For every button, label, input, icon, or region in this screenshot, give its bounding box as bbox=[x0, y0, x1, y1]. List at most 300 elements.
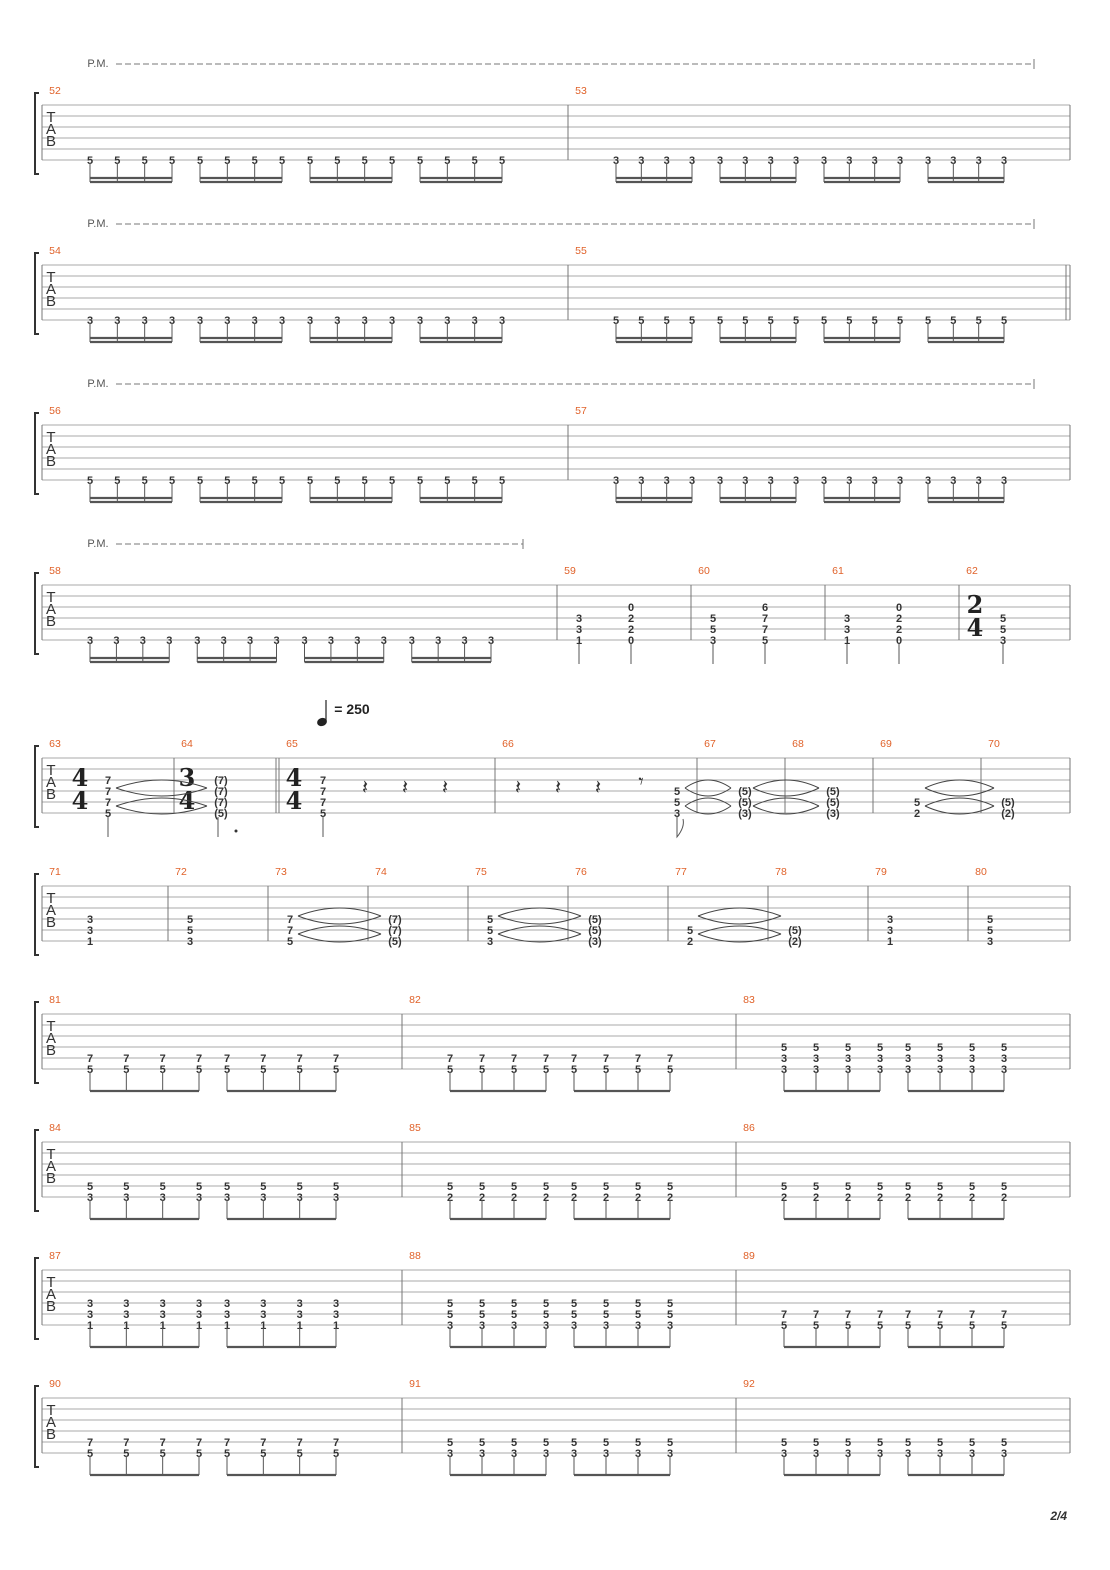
fret-number: 5 bbox=[195, 1064, 203, 1076]
time-signature-bottom: 4 bbox=[966, 613, 984, 642]
measure bbox=[49, 245, 505, 342]
fret-number: 3 bbox=[986, 936, 994, 948]
fret-number: 3 bbox=[361, 315, 368, 327]
fret-number: 5 bbox=[812, 1042, 820, 1054]
fret-number: 3 bbox=[278, 315, 286, 327]
fret-number: 5 bbox=[634, 1181, 642, 1193]
fret-number: 3 bbox=[634, 1320, 642, 1332]
fret-number: 5 bbox=[334, 475, 341, 487]
fret-number: 7 bbox=[510, 1053, 518, 1065]
fret-number: 7 bbox=[319, 786, 327, 798]
tab-clef-letter: A bbox=[45, 281, 57, 298]
fret-number: 5 bbox=[968, 1437, 976, 1449]
measure-number: 65 bbox=[286, 738, 298, 750]
fret-number: 2 bbox=[602, 1192, 610, 1204]
fret-number: 5 bbox=[602, 1298, 610, 1310]
fret-number: 2 bbox=[876, 1192, 884, 1204]
fret-number: 2 bbox=[510, 1192, 518, 1204]
fret-number: 5 bbox=[168, 475, 176, 487]
system-bracket bbox=[35, 746, 39, 827]
fret-number: 2 bbox=[904, 1192, 912, 1204]
fret-number: 5 bbox=[844, 1042, 852, 1054]
fret-number: (7) bbox=[388, 925, 402, 937]
fret-number: 5 bbox=[812, 1181, 820, 1193]
fret-number: 2 bbox=[542, 1192, 550, 1204]
fret-number: 3 bbox=[114, 315, 121, 327]
fret-number: 5 bbox=[846, 315, 853, 327]
fret-number: 7 bbox=[761, 624, 769, 636]
fret-number: 5 bbox=[478, 1064, 486, 1076]
measure-number: 78 bbox=[775, 866, 787, 878]
fret-number: 3 bbox=[196, 315, 204, 327]
measure bbox=[475, 866, 493, 948]
fret-number: 5 bbox=[195, 1181, 203, 1193]
measure bbox=[49, 738, 111, 837]
fret-number: 5 bbox=[634, 1298, 642, 1310]
fret-number: 3 bbox=[542, 1320, 550, 1332]
fret-number: 2 bbox=[895, 613, 903, 625]
tab-system bbox=[35, 378, 1070, 502]
quarter-rest: 𝄽 bbox=[361, 775, 369, 799]
fret-number: 7 bbox=[86, 1053, 94, 1065]
measure bbox=[409, 1122, 673, 1219]
measure bbox=[49, 85, 505, 182]
fret-number: 2 bbox=[478, 1192, 486, 1204]
fret-number: 7 bbox=[332, 1053, 340, 1065]
fret-number: (5) bbox=[588, 914, 602, 926]
fret-number: 5 bbox=[716, 315, 724, 327]
fret-number: 2 bbox=[1000, 1192, 1008, 1204]
system-bracket bbox=[35, 1258, 39, 1339]
fret-number: 5 bbox=[361, 475, 368, 487]
fret-number: 1 bbox=[195, 1320, 203, 1332]
fret-number: 3 bbox=[260, 1192, 267, 1204]
fret-number: 5 bbox=[478, 1298, 486, 1310]
fret-number: 3 bbox=[602, 1320, 610, 1332]
fret-number: (5) bbox=[788, 925, 802, 937]
fret-number: 5 bbox=[251, 155, 258, 167]
fret-number: 3 bbox=[843, 613, 851, 625]
tab-clef-letter: B bbox=[45, 613, 57, 630]
measure bbox=[409, 994, 673, 1091]
time-signature-top: 4 bbox=[71, 763, 89, 792]
measure-number: 73 bbox=[275, 866, 287, 878]
fret-number: 3 bbox=[141, 315, 148, 327]
fret-number: 7 bbox=[876, 1309, 884, 1321]
tab-clef-letter: T bbox=[46, 762, 56, 779]
fret-number: 5 bbox=[936, 1437, 944, 1449]
fret-number: 5 bbox=[767, 315, 774, 327]
fret-number: 5 bbox=[478, 1437, 486, 1449]
fret-number: 5 bbox=[260, 1448, 267, 1460]
fret-number: 5 bbox=[602, 1309, 610, 1321]
fret-number: 3 bbox=[876, 1053, 884, 1065]
fret-number: (5) bbox=[738, 797, 752, 809]
fret-number: 5 bbox=[114, 155, 121, 167]
measure bbox=[49, 1250, 339, 1347]
fret-number: 5 bbox=[114, 475, 121, 487]
fret-number: 5 bbox=[159, 1064, 166, 1076]
fret-number: 3 bbox=[844, 1064, 852, 1076]
system-bracket bbox=[35, 413, 39, 494]
fret-number: 5 bbox=[498, 475, 506, 487]
fret-number: 5 bbox=[446, 1298, 454, 1310]
fret-number: 5 bbox=[876, 1181, 884, 1193]
fret-number: 5 bbox=[602, 1437, 610, 1449]
fret-number: 3 bbox=[820, 475, 828, 487]
fret-number: 3 bbox=[354, 635, 361, 647]
fret-number: 5 bbox=[844, 1437, 852, 1449]
fret-number: 3 bbox=[486, 936, 494, 948]
fret-number: 5 bbox=[975, 315, 982, 327]
tie bbox=[498, 916, 581, 924]
fret-number: 3 bbox=[1000, 1053, 1008, 1065]
fret-number: 3 bbox=[86, 315, 94, 327]
fret-number: (5) bbox=[826, 786, 840, 798]
measure-number: 64 bbox=[181, 738, 193, 750]
fret-number: 5 bbox=[1000, 1320, 1008, 1332]
fret-number: 3 bbox=[86, 1192, 94, 1204]
fret-number: 3 bbox=[510, 1448, 518, 1460]
fret-number: 5 bbox=[542, 1064, 550, 1076]
fret-number: 5 bbox=[709, 613, 717, 625]
fret-number: 5 bbox=[86, 475, 94, 487]
fret-number: (7) bbox=[388, 914, 402, 926]
fret-number: 3 bbox=[666, 1320, 674, 1332]
fret-number: 5 bbox=[570, 1437, 578, 1449]
fret-number: 5 bbox=[780, 1042, 788, 1054]
fret-number: 5 bbox=[196, 155, 204, 167]
measure bbox=[743, 994, 1007, 1091]
fret-number: 5 bbox=[1000, 1437, 1008, 1449]
fret-number: 5 bbox=[761, 635, 769, 647]
tab-system bbox=[35, 738, 1070, 837]
fret-number: (5) bbox=[826, 797, 840, 809]
measure-number: 82 bbox=[409, 994, 421, 1006]
measure bbox=[49, 1378, 339, 1475]
fret-number: 3 bbox=[247, 635, 254, 647]
tab-clef-letter: B bbox=[45, 453, 57, 470]
fret-number: 5 bbox=[876, 1042, 884, 1054]
tie bbox=[698, 908, 781, 916]
fret-number: 7 bbox=[86, 1437, 94, 1449]
fret-number: 5 bbox=[306, 475, 314, 487]
fret-number: 3 bbox=[924, 475, 932, 487]
measure-number: 60 bbox=[698, 565, 710, 577]
measure bbox=[575, 866, 602, 948]
fret-number: 1 bbox=[575, 635, 583, 647]
measure bbox=[575, 85, 1007, 182]
measure bbox=[375, 866, 402, 948]
fret-number: 5 bbox=[666, 1437, 674, 1449]
fret-number: 3 bbox=[767, 155, 774, 167]
measure-number: 88 bbox=[409, 1250, 421, 1262]
fret-number: 2 bbox=[844, 1192, 852, 1204]
fret-number: 5 bbox=[968, 1181, 976, 1193]
page-number: 2/4 bbox=[1050, 1509, 1067, 1523]
tab-clef-letter: T bbox=[46, 429, 56, 446]
fret-number: 7 bbox=[260, 1053, 267, 1065]
fret-number: 3 bbox=[471, 315, 478, 327]
measure-number: 84 bbox=[49, 1122, 61, 1134]
fret-number: 3 bbox=[1000, 1448, 1008, 1460]
fret-number: 5 bbox=[186, 914, 194, 926]
fret-number: 5 bbox=[570, 1181, 578, 1193]
fret-number: 3 bbox=[975, 155, 982, 167]
fret-number: 3 bbox=[876, 1064, 884, 1076]
fret-number: 5 bbox=[196, 475, 204, 487]
tab-clef-letter: A bbox=[45, 1030, 57, 1047]
tab-clef-letter: T bbox=[46, 269, 56, 286]
fret-number: 7 bbox=[195, 1437, 203, 1449]
system-bracket bbox=[35, 1130, 39, 1211]
fret-number: 3 bbox=[812, 1448, 820, 1460]
fret-number: 5 bbox=[444, 155, 451, 167]
fret-number: 7 bbox=[159, 1053, 166, 1065]
time-signature-top: 3 bbox=[178, 763, 196, 792]
fret-number: 7 bbox=[602, 1053, 610, 1065]
fret-number: 5 bbox=[936, 1181, 944, 1193]
fret-number: 3 bbox=[575, 624, 583, 636]
measure bbox=[988, 738, 1015, 820]
fret-number: 7 bbox=[104, 786, 112, 798]
note-flag bbox=[677, 817, 683, 837]
tab-clef-letter: T bbox=[46, 109, 56, 126]
fret-number: 5 bbox=[319, 808, 327, 820]
fret-number: (5) bbox=[214, 808, 228, 820]
fret-number: 1 bbox=[332, 1320, 340, 1332]
fret-number: 5 bbox=[388, 155, 396, 167]
fret-number: 5 bbox=[663, 315, 670, 327]
tab-system bbox=[35, 538, 1070, 664]
fret-number: 5 bbox=[570, 1309, 578, 1321]
fret-number: 5 bbox=[332, 1448, 340, 1460]
fret-number: 3 bbox=[792, 155, 800, 167]
fret-number: 5 bbox=[1000, 1181, 1008, 1193]
tab-clef-letter: T bbox=[46, 1274, 56, 1291]
measure bbox=[179, 738, 238, 837]
fret-number: 3 bbox=[380, 635, 387, 647]
fret-number: 3 bbox=[812, 1064, 820, 1076]
fret-number: 5 bbox=[141, 475, 148, 487]
fret-number: 5 bbox=[999, 613, 1007, 625]
fret-number: 3 bbox=[634, 1448, 642, 1460]
fret-number: 5 bbox=[950, 315, 957, 327]
fret-number: 5 bbox=[498, 155, 506, 167]
fret-number: 5 bbox=[634, 1309, 642, 1321]
fret-number: 5 bbox=[936, 1320, 944, 1332]
fret-number: 5 bbox=[444, 475, 451, 487]
fret-number: 3 bbox=[844, 1448, 852, 1460]
fret-number: 5 bbox=[924, 315, 932, 327]
time-signature-bottom: 4 bbox=[71, 786, 89, 815]
fret-number: 5 bbox=[602, 1064, 610, 1076]
tab-clef-letter: B bbox=[45, 133, 57, 150]
fret-number: 5 bbox=[388, 475, 396, 487]
fret-number: (5) bbox=[738, 786, 752, 798]
fret-number: 5 bbox=[542, 1437, 550, 1449]
fret-number: 5 bbox=[486, 914, 494, 926]
fret-number: 0 bbox=[627, 635, 635, 647]
system-bracket bbox=[35, 874, 39, 955]
fret-number: 5 bbox=[792, 315, 800, 327]
fret-number: 7 bbox=[968, 1309, 976, 1321]
measure-number: 66 bbox=[502, 738, 514, 750]
fret-number: 5 bbox=[278, 155, 286, 167]
fret-number: 3 bbox=[296, 1298, 303, 1310]
fret-number: 2 bbox=[913, 808, 921, 820]
fret-number: 3 bbox=[260, 1309, 267, 1321]
time-signature-top: 2 bbox=[966, 590, 984, 619]
measure bbox=[409, 1250, 673, 1347]
measure bbox=[175, 866, 193, 948]
measure bbox=[575, 245, 1007, 342]
fret-number: 3 bbox=[886, 925, 894, 937]
fret-number: 3 bbox=[478, 1448, 486, 1460]
measure-number: 91 bbox=[409, 1378, 421, 1390]
fret-number: 3 bbox=[936, 1448, 944, 1460]
fret-number: 5 bbox=[224, 155, 231, 167]
measure-number: 74 bbox=[375, 866, 387, 878]
measure-number: 76 bbox=[575, 866, 587, 878]
fret-number: 5 bbox=[968, 1320, 976, 1332]
fret-number: 5 bbox=[686, 925, 694, 937]
time-signature-bottom: 4 bbox=[285, 786, 303, 815]
tie bbox=[298, 916, 381, 924]
fret-number: 5 bbox=[666, 1309, 674, 1321]
fret-number: 5 bbox=[510, 1437, 518, 1449]
fret-number: 5 bbox=[688, 315, 696, 327]
fret-number: 5 bbox=[542, 1309, 550, 1321]
fret-number: 3 bbox=[195, 1192, 203, 1204]
fret-number: 7 bbox=[159, 1437, 166, 1449]
fret-number: 2 bbox=[627, 624, 635, 636]
tab-clef-letter: B bbox=[45, 293, 57, 310]
fret-number: 2 bbox=[634, 1192, 642, 1204]
fret-number: 3 bbox=[780, 1448, 788, 1460]
fret-number: 3 bbox=[123, 1309, 130, 1321]
fret-number: 3 bbox=[478, 1320, 486, 1332]
tie bbox=[925, 780, 994, 788]
fret-number: 5 bbox=[780, 1320, 788, 1332]
fret-number: 3 bbox=[846, 475, 853, 487]
measure bbox=[564, 565, 634, 664]
fret-number: 3 bbox=[195, 1309, 203, 1321]
fret-number: 3 bbox=[886, 914, 894, 926]
measure-number: 68 bbox=[792, 738, 804, 750]
tab-clef-letter: B bbox=[45, 1042, 57, 1059]
fret-number: 3 bbox=[688, 155, 696, 167]
fret-number: 5 bbox=[638, 315, 645, 327]
dot bbox=[235, 830, 238, 833]
measure bbox=[975, 866, 993, 948]
fret-number: (7) bbox=[214, 797, 228, 809]
fret-number: 3 bbox=[780, 1064, 788, 1076]
fret-number: 0 bbox=[895, 635, 903, 647]
fret-number: 3 bbox=[896, 475, 904, 487]
fret-number: (2) bbox=[788, 936, 802, 948]
measure bbox=[275, 866, 293, 948]
measure-number: 61 bbox=[832, 565, 844, 577]
measure-number: 83 bbox=[743, 994, 755, 1006]
system-bracket bbox=[35, 1002, 39, 1083]
fret-number: 3 bbox=[159, 1298, 166, 1310]
fret-number: 7 bbox=[936, 1309, 944, 1321]
tie bbox=[685, 788, 731, 796]
fret-number: 3 bbox=[186, 936, 194, 948]
measure bbox=[966, 565, 1006, 664]
measure bbox=[49, 994, 339, 1091]
fret-number: 3 bbox=[936, 1053, 944, 1065]
fret-number: 1 bbox=[86, 936, 94, 948]
fret-number: 3 bbox=[688, 475, 696, 487]
fret-number: 7 bbox=[332, 1437, 340, 1449]
fret-number: 3 bbox=[223, 1192, 231, 1204]
fret-number: 2 bbox=[936, 1192, 944, 1204]
fret-number: 3 bbox=[950, 155, 957, 167]
fret-number: 5 bbox=[510, 1309, 518, 1321]
fret-number: 3 bbox=[416, 315, 424, 327]
fret-number: 3 bbox=[159, 1309, 166, 1321]
fret-number: 3 bbox=[968, 1448, 976, 1460]
fret-number: 3 bbox=[820, 155, 828, 167]
fret-number: 3 bbox=[844, 1053, 852, 1065]
fret-number: 3 bbox=[86, 914, 94, 926]
fret-number: 3 bbox=[139, 635, 146, 647]
fret-number: 5 bbox=[871, 315, 878, 327]
fret-number: 7 bbox=[104, 775, 112, 787]
fret-number: 3 bbox=[498, 315, 506, 327]
measure bbox=[49, 565, 494, 662]
measure-number: 55 bbox=[575, 245, 587, 257]
fret-number: 7 bbox=[296, 1053, 303, 1065]
system-bracket bbox=[35, 253, 39, 334]
measure-number: 75 bbox=[475, 866, 487, 878]
fret-number: 3 bbox=[194, 635, 201, 647]
fret-number: 2 bbox=[895, 624, 903, 636]
fret-number: 5 bbox=[278, 475, 286, 487]
fret-number: 5 bbox=[820, 315, 828, 327]
fret-number: 2 bbox=[968, 1192, 976, 1204]
fret-number: 3 bbox=[936, 1064, 944, 1076]
measure bbox=[880, 738, 920, 820]
fret-number: 7 bbox=[478, 1053, 486, 1065]
fret-number: 5 bbox=[361, 155, 368, 167]
time-signature-bottom: 4 bbox=[178, 786, 196, 815]
tab-clef-letter: T bbox=[46, 1018, 56, 1035]
tie bbox=[753, 788, 819, 796]
tab-clef-letter: B bbox=[45, 914, 57, 931]
fret-number: 3 bbox=[327, 635, 334, 647]
fret-number: 5 bbox=[223, 1064, 231, 1076]
measure-number: 77 bbox=[675, 866, 687, 878]
fret-number: 5 bbox=[141, 155, 148, 167]
fret-number: 5 bbox=[876, 1437, 884, 1449]
measure bbox=[49, 405, 505, 502]
palm-mute-label: P.M. bbox=[87, 538, 109, 550]
measure bbox=[575, 405, 1007, 502]
fret-number: 1 bbox=[159, 1320, 166, 1332]
tab-clef-letter: T bbox=[46, 1402, 56, 1419]
fret-number: 5 bbox=[812, 1320, 820, 1332]
measure-number: 53 bbox=[575, 85, 587, 97]
measure bbox=[832, 565, 902, 664]
measure-number: 80 bbox=[975, 866, 987, 878]
fret-number: 2 bbox=[780, 1192, 788, 1204]
fret-number: 5 bbox=[86, 1448, 94, 1460]
measure-number: 57 bbox=[575, 405, 587, 417]
fret-number: 3 bbox=[999, 635, 1007, 647]
